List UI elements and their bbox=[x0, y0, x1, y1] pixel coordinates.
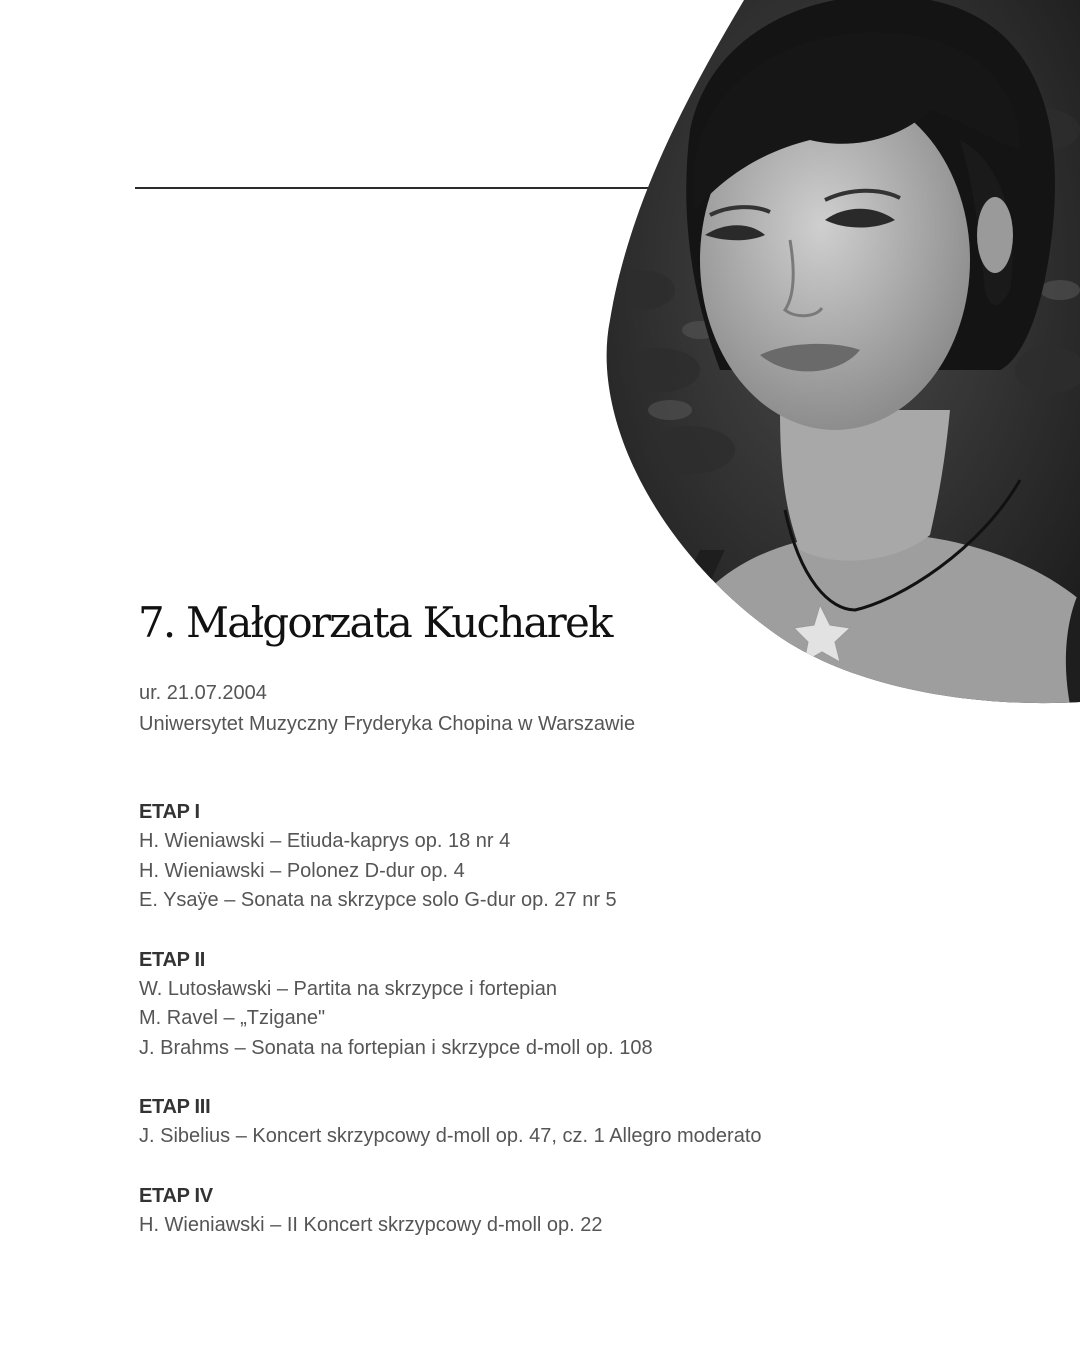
stage-title: ETAP IV bbox=[139, 1184, 213, 1207]
performer-name: 7. Małgorzata Kucharek bbox=[138, 598, 612, 647]
stage-title: ETAP III bbox=[139, 1096, 211, 1118]
repertoire-list bbox=[139, 797, 1019, 1269]
repertoire-item: H. Wieniawski – II Koncert skrzypcowy d-moll op. 22 bbox=[139, 1213, 603, 1236]
portrait-photo-icon bbox=[600, 0, 1080, 705]
stage-3 bbox=[139, 1092, 1019, 1152]
stage-2 bbox=[139, 945, 1019, 1064]
repertoire-item: M. Ravel – „Tzigane" bbox=[139, 1007, 326, 1029]
repertoire-item: H. Wieniawski – Polonez D-dur op. 4 bbox=[139, 859, 465, 882]
repertoire-item: E. Ysaÿe – Sonata na skrzypce solo G-dur op. 27 nr 5 bbox=[139, 889, 617, 911]
stage-title: ETAP I bbox=[139, 801, 200, 823]
performer-meta bbox=[139, 678, 635, 740]
stage-title: ETAP II bbox=[139, 948, 206, 971]
repertoire-item: J. Sibelius – Koncert skrzypcowy d-moll op. 47, cz. 1 Allegro moderato bbox=[139, 1125, 762, 1147]
stage-4 bbox=[139, 1181, 1019, 1241]
birth-date: ur. 21.07.2004 bbox=[139, 682, 267, 704]
school-name: Uniwersytet Muzyczny Fryderyka Chopina w Warszawie bbox=[139, 713, 636, 735]
repertoire-item: J. Brahms – Sonata na fortepian i skrzypce d-moll op. 108 bbox=[139, 1036, 653, 1059]
repertoire-item: W. Lutosławski – Partita na skrzypce i fortepian bbox=[139, 977, 557, 1000]
repertoire-item: H. Wieniawski – Etiuda-kaprys op. 18 nr 4 bbox=[139, 830, 511, 852]
portrait-photo bbox=[600, 0, 1080, 705]
stage-1 bbox=[139, 797, 1019, 916]
